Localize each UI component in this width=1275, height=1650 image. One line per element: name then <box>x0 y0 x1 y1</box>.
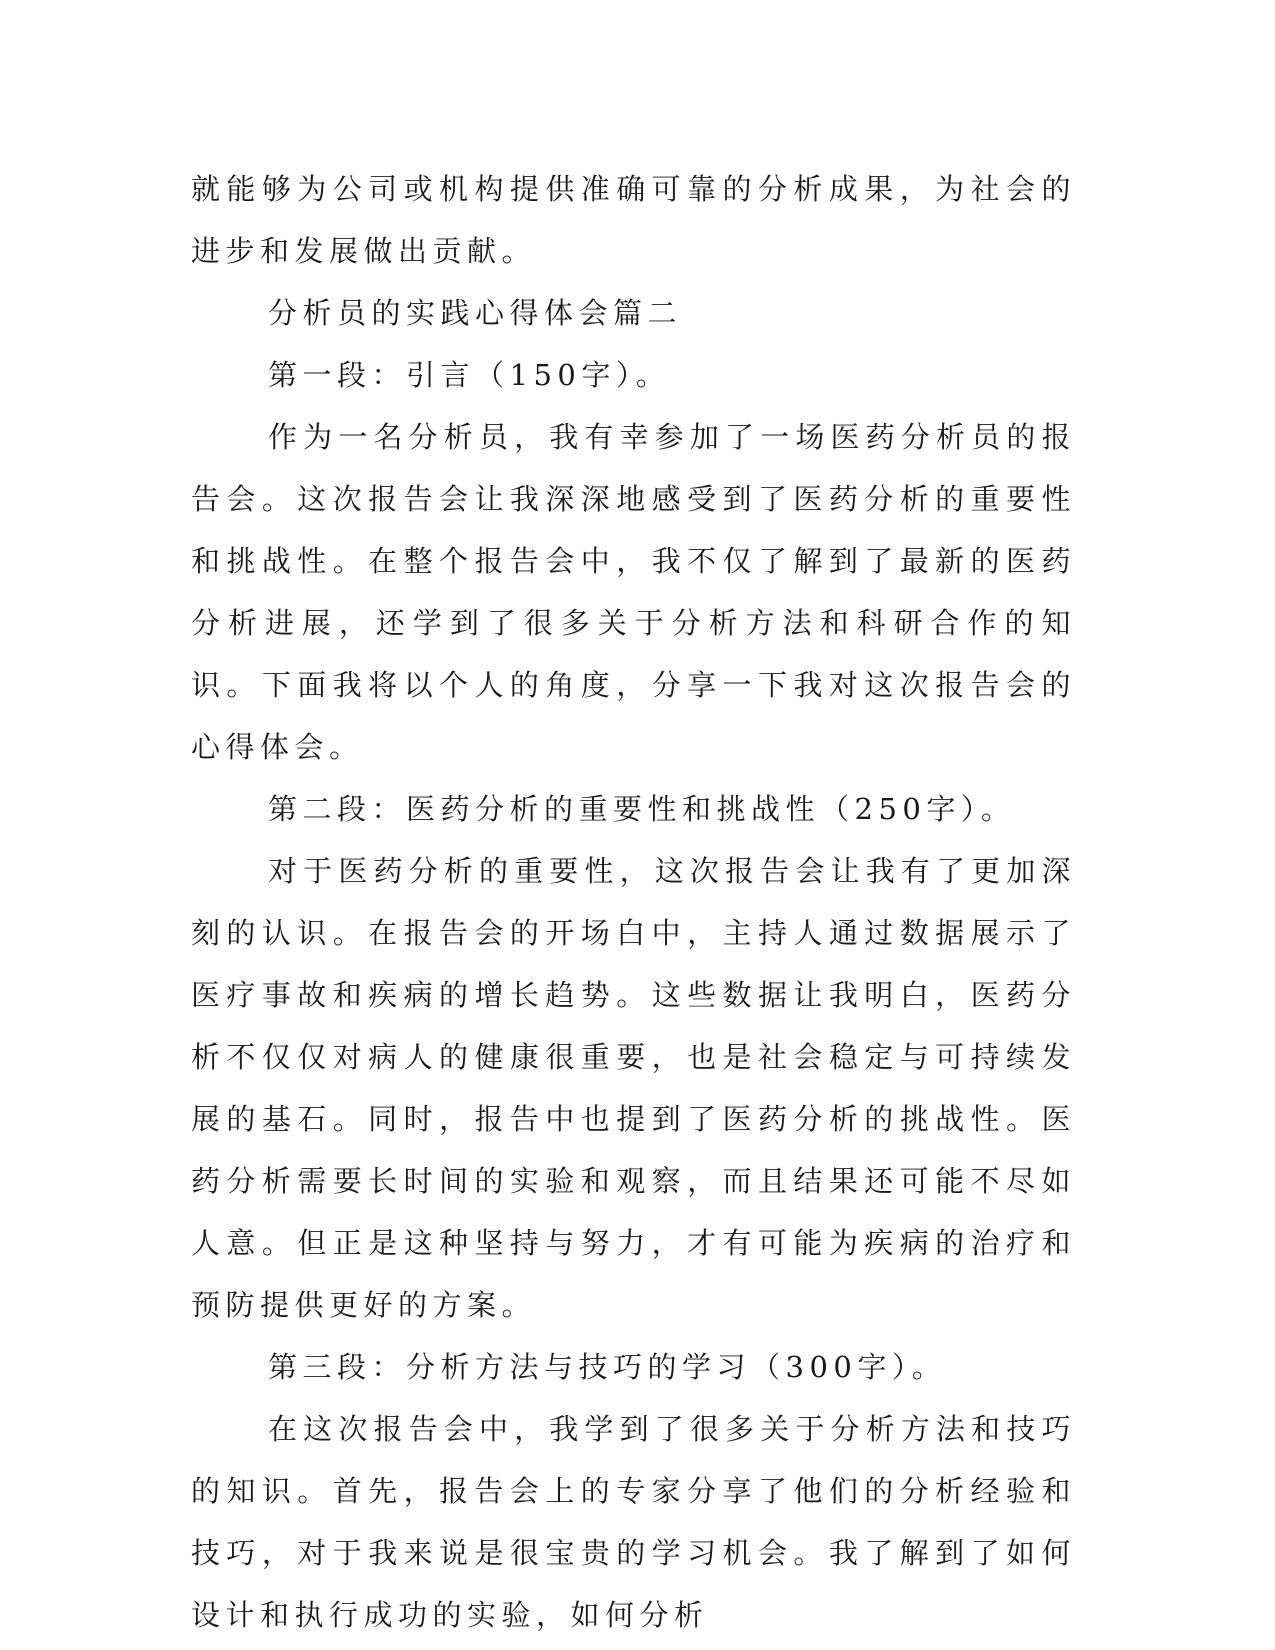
section-heading-3: 第三段：分析方法与技巧的学习（300字）。 <box>268 1350 947 1384</box>
section-heading-1: 第一段：引言（150字）。 <box>268 358 671 392</box>
paragraph-intro: 作为一名分析员，我有幸参加了一场医药分析员的报告会。这次报告会让我深深地感受到了医药分析的重要性和挑战性。在整个报告会中，我不仅了解到了最新的医药分析进展，还学到了很多关于分析方法和科研合作的知识。下面我将以个人的角度，分享一下我对这次报告会的心得体会。 <box>191 420 1076 764</box>
document-body <box>191 158 1076 1646</box>
paragraph-importance: 对于医药分析的重要性，这次报告会让我有了更加深刻的认识。在报告会的开场白中，主持人通过数据展示了医疗事故和疾病的增长趋势。这些数据让我明白，医药分析不仅仅对病人的健康很重要，也是社会稳定与可持续发展的基石。同时，报告中也提到了医药分析的挑战性。医药分析需要长时间的实验和观察，而且结果还可能不尽如人意。但正是这种坚持与努力，才有可能为疾病的治疗和预防提供更好的方案。 <box>191 854 1076 1322</box>
paragraph-continuation: 就能够为公司或机构提供准确可靠的分析成果，为社会的进步和发展做出贡献。 <box>191 172 1076 268</box>
section-heading-2: 第二段：医药分析的重要性和挑战性（250字）。 <box>268 792 1016 826</box>
section-title: 分析员的实践心得体会篇二 <box>268 296 683 330</box>
paragraph-methods: 在这次报告会中，我学到了很多关于分析方法和技巧的知识。首先，报告会上的专家分享了他们的分析经验和技巧，对于我来说是很宝贵的学习机会。我了解到了如何设计和执行成功的实验，如何分析 <box>191 1412 1076 1632</box>
